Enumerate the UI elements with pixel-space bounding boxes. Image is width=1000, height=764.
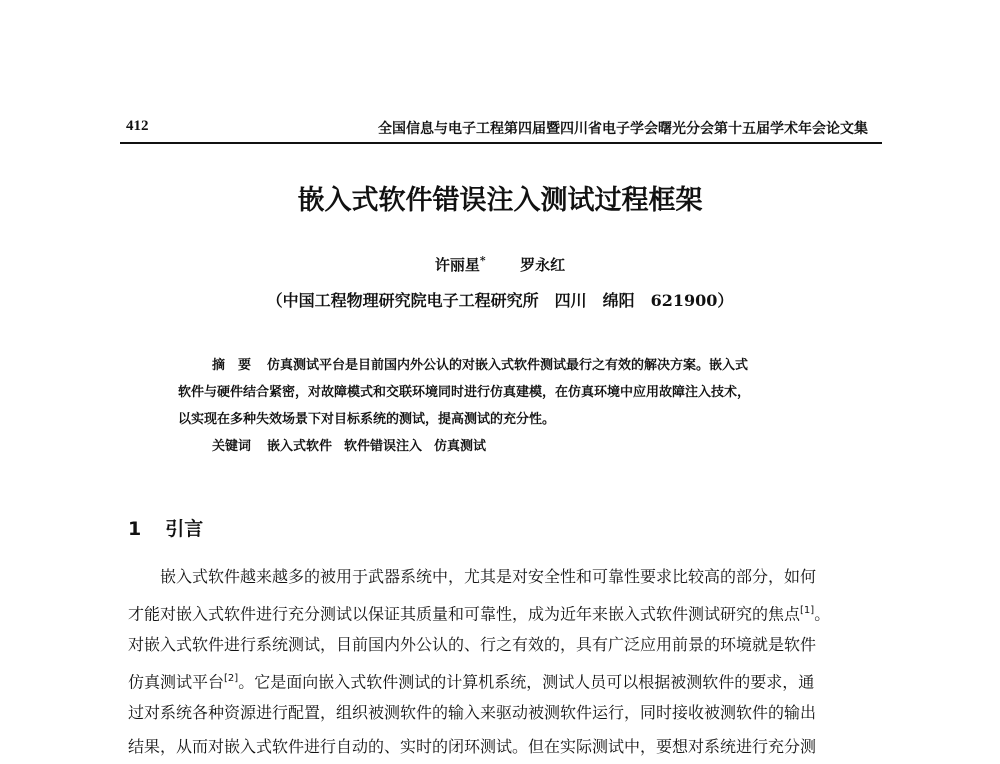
body-line-4-end: 。它是面向嵌入式软件测试的计算机系统，测试人员可以根据被测软件的要求，通: [238, 672, 815, 692]
author-2: 罗永红: [520, 256, 566, 274]
body-line-5: 过对系统各种资源进行配置，组织被测软件的输入来驱动被测软件运行，同时接收被测软件的输出: [128, 703, 817, 722]
abstract-line-3: 以实现在多种失效场景下对目标系统的测试，提高测试的充分性。: [178, 412, 556, 427]
body-line-4: [128, 662, 876, 696]
body-line-2-text: 才能对嵌入式软件进行充分测试以保证其质量和可靠性，成为近年来嵌入式软件测试研究的焦点: [128, 604, 801, 624]
body-line-4-text: 仿真测试平台: [128, 672, 225, 692]
keyword-1: 嵌入式软件: [267, 439, 333, 454]
body-line-2: [128, 594, 876, 628]
body-line-6: 结果，从而对嵌入式软件进行自动的、实时的闭环测试。但在实际测试中，要想对系统进行充分测: [128, 737, 817, 756]
page-number: 412: [126, 118, 149, 134]
abstract-line-2: 软件与硬件结合紧密，对故障模式和交联环境同时进行仿真建模，在仿真环境中应用故障注入技术，: [178, 385, 751, 400]
citation-1: [1]: [800, 605, 815, 616]
section-number: 1: [128, 518, 142, 540]
abstract-block: [178, 352, 838, 460]
body-line-2-end: 。: [814, 604, 831, 624]
affiliation: （中国工程物理研究院电子工程研究所 四川 绵阳 621900）: [266, 291, 734, 310]
section-heading: [128, 514, 203, 541]
abstract-text-1: 仿真测试平台是目前国内外公认的对嵌入式软件测试最行之有效的解决方案。嵌入式: [267, 358, 749, 373]
body-line-3: 对嵌入式软件进行系统测试，目前国内外公认的、行之有效的，具有广泛应用前景的环境就是软件: [128, 635, 817, 654]
keyword-2: 软件错误注入: [344, 439, 423, 454]
abstract-label: 摘 要: [212, 358, 252, 373]
body-paragraph: [128, 560, 876, 764]
author-1-mark: *: [479, 254, 486, 267]
journal-title: 全国信息与电子工程第四届暨四川省电子学会曙光分会第十五届学术年会论文集: [378, 121, 868, 137]
keywords-label: 关键词: [212, 439, 252, 454]
keyword-3: 仿真测试: [434, 439, 487, 454]
body-line-1: 嵌入式软件越来越多的被用于武器系统中，尤其是对安全性和可靠性要求比较高的部分，如何: [160, 567, 817, 586]
citation-2: [2]: [224, 673, 239, 684]
abstract-line-1: [178, 352, 838, 379]
author-line: [0, 254, 1000, 275]
running-header: [120, 116, 882, 144]
section-title: 引言: [165, 518, 204, 540]
paper-title: 嵌入式软件错误注入测试过程框架: [297, 185, 703, 216]
keywords-line: [178, 433, 838, 460]
author-1: 许丽星: [434, 256, 480, 274]
